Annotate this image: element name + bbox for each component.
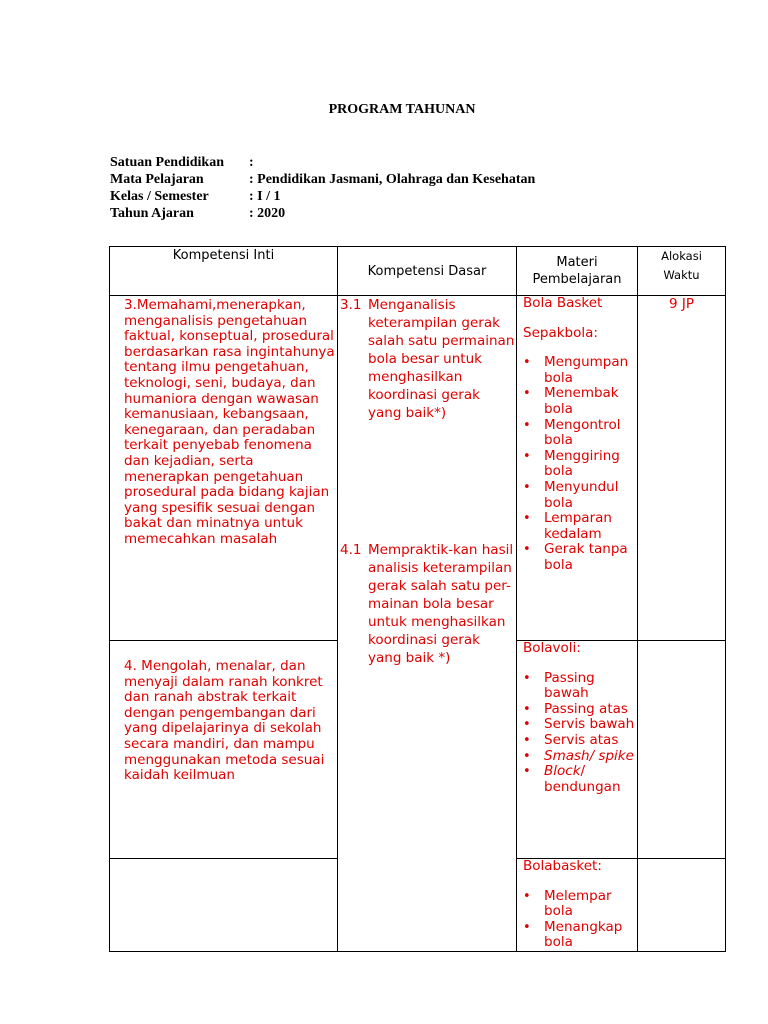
meta-value: : Pendidikan Jasmani, Olahraga dan Kesehatan xyxy=(249,172,536,187)
kd-text: Mempraktik-kan hasil analisis keterampilan gerak salah satu per-mainan bola besar untuk menghasilkan koordinasi gerak yang baik *) xyxy=(368,542,514,666)
materi-bolavoli-heading: Bolavoli: xyxy=(523,640,581,656)
list-item-label: Mengontrol bola xyxy=(544,416,621,449)
bullet-icon: • xyxy=(523,717,531,733)
alokasi-empty-cell xyxy=(638,859,726,952)
bullet-icon: • xyxy=(523,511,531,527)
bullet-icon: • xyxy=(523,417,531,433)
list-item xyxy=(523,749,637,765)
bullet-icon: • xyxy=(523,919,531,935)
bullet-icon: • xyxy=(523,448,531,464)
kd-number: 4.1 xyxy=(340,542,362,558)
list-item-label xyxy=(544,749,634,765)
bullet-icon: • xyxy=(523,764,531,780)
list-item-label: Servis atas xyxy=(544,731,619,748)
header-materi-line2: Pembelajaran xyxy=(532,272,622,287)
list-item-label: Menggiring bola xyxy=(544,447,620,480)
table-header-row xyxy=(110,247,726,296)
bullet-icon: • xyxy=(523,748,531,764)
list-item-label: Lemparan kedalam xyxy=(544,510,612,542)
list-item xyxy=(523,449,637,480)
bullet-icon: • xyxy=(523,888,531,904)
materi-bolabasket-list xyxy=(523,889,637,951)
header-alokasi-line2: Waktu xyxy=(663,268,700,282)
list-item-label: Menangkap bola xyxy=(544,918,623,951)
meta-value: : 2020 xyxy=(249,206,286,221)
kd-number: 3.1 xyxy=(340,297,362,313)
smash-term: Smash xyxy=(544,747,590,764)
list-item xyxy=(523,889,637,920)
list-item-label: Gerak tanpa bola xyxy=(544,541,628,573)
meta-value: : I / 1 xyxy=(249,189,281,204)
materi-bolavoli-cell xyxy=(517,641,638,859)
materi-bolabasket-heading: Bolabasket: xyxy=(523,858,602,874)
smash-rest: / spike xyxy=(589,747,634,764)
header-alokasi-line1: Alokasi xyxy=(661,249,702,263)
bullet-icon: • xyxy=(523,479,531,495)
ki3-cell: 3.Memahami,menerapkan, menganalisis pengetahuan faktual, konseptual, prosedural berdasarkan rasa ingintahunya tentang ilmu pengetahuan, teknologi, seni, budaya, dan humaniora dengan wawasan kemanusiaan, kebangsaan, kenegaraan, dan peradaban terkait penyebab fenomena dan kejadian, serta menerapkan pengetahuan prosedural pada bidang kajian yang spesifik sesuai dengan bakat dan minatnya untuk memecahkan masalah xyxy=(110,296,338,641)
materi-bola-basket: Bola Basket xyxy=(523,295,603,311)
materi-sepakbola-heading: Sepakbola: xyxy=(523,324,598,341)
list-item xyxy=(523,702,637,718)
ki4-cell: 4. Mengolah, menalar, dan menyaji dalam ranah konkret dan ranah abstrak terkait dengan pengembangan dari yang dipelajarinya di sekolah secara mandiri, dan mampu menggunakan metoda sesuai kaidah keilmuan xyxy=(110,641,338,859)
meta-key: Mata Pelajaran xyxy=(110,172,204,187)
kd-item-3-1 xyxy=(340,296,516,422)
list-item xyxy=(523,920,637,951)
bullet-icon: • xyxy=(523,355,531,371)
list-item xyxy=(523,418,637,449)
meta-value: : xyxy=(249,155,254,170)
list-item-label: Menembak bola xyxy=(544,385,619,417)
list-item xyxy=(523,671,637,702)
page-title: PROGRAM TAHUNAN xyxy=(328,102,476,117)
document-metadata xyxy=(110,154,535,222)
meta-key: Satuan Pendidikan xyxy=(110,155,224,170)
meta-key: Tahun Ajaran xyxy=(110,206,194,221)
list-item-label: Menyundul bola xyxy=(544,478,619,511)
header-alokasi xyxy=(638,247,726,296)
ki-empty-cell xyxy=(110,859,338,952)
program-table xyxy=(109,246,726,952)
list-item xyxy=(523,542,637,573)
list-item-label xyxy=(544,764,637,795)
meta-row-kelas xyxy=(110,188,535,205)
list-item-label: Passing atas xyxy=(544,700,628,717)
alokasi-cell: 9 JP xyxy=(638,296,726,641)
kd-cell xyxy=(338,296,517,952)
materi-sepakbola-cell xyxy=(517,296,638,641)
materi-bolavoli-list xyxy=(523,671,637,796)
block-term: Block xyxy=(544,763,581,780)
list-item-label: Mengumpan bola xyxy=(544,354,629,386)
list-item xyxy=(523,386,637,417)
list-item-label: Servis bawah xyxy=(544,716,635,733)
list-item xyxy=(523,733,637,749)
header-materi xyxy=(517,247,638,296)
header-kompetensi-dasar: Kompetensi Dasar xyxy=(338,247,517,296)
header-materi-line1: Materi xyxy=(556,255,598,270)
meta-row-mapel xyxy=(110,171,535,188)
kd-item-4-1 xyxy=(340,541,516,667)
list-item xyxy=(523,355,637,386)
list-item xyxy=(523,480,637,511)
meta-row-tahun xyxy=(110,205,535,222)
materi-sepakbola-list xyxy=(523,355,637,573)
list-item-label: Passing bawah xyxy=(544,669,595,702)
list-item-label: Melempar bola xyxy=(544,887,612,920)
kd-text: Menganalisis keterampilan gerak salah satu permainan bola besar untuk menghasilkan koordinasi gerak yang baik*) xyxy=(368,297,515,421)
alokasi-empty-cell xyxy=(638,641,726,859)
bullet-icon: • xyxy=(523,386,531,402)
block-rest: / bendungan xyxy=(544,763,621,795)
bullet-icon: • xyxy=(523,542,531,558)
bullet-icon: • xyxy=(523,670,531,686)
list-item xyxy=(523,511,637,542)
materi-bolabasket-cell xyxy=(517,859,638,952)
list-item xyxy=(523,764,637,795)
header-kompetensi-inti: Kompetensi Inti xyxy=(110,247,338,296)
table-row xyxy=(110,296,726,641)
list-item xyxy=(523,717,637,733)
meta-key: Kelas / Semester xyxy=(110,189,209,204)
bullet-icon: • xyxy=(523,701,531,717)
meta-row-satuan xyxy=(110,154,535,171)
bullet-icon: • xyxy=(523,732,531,748)
